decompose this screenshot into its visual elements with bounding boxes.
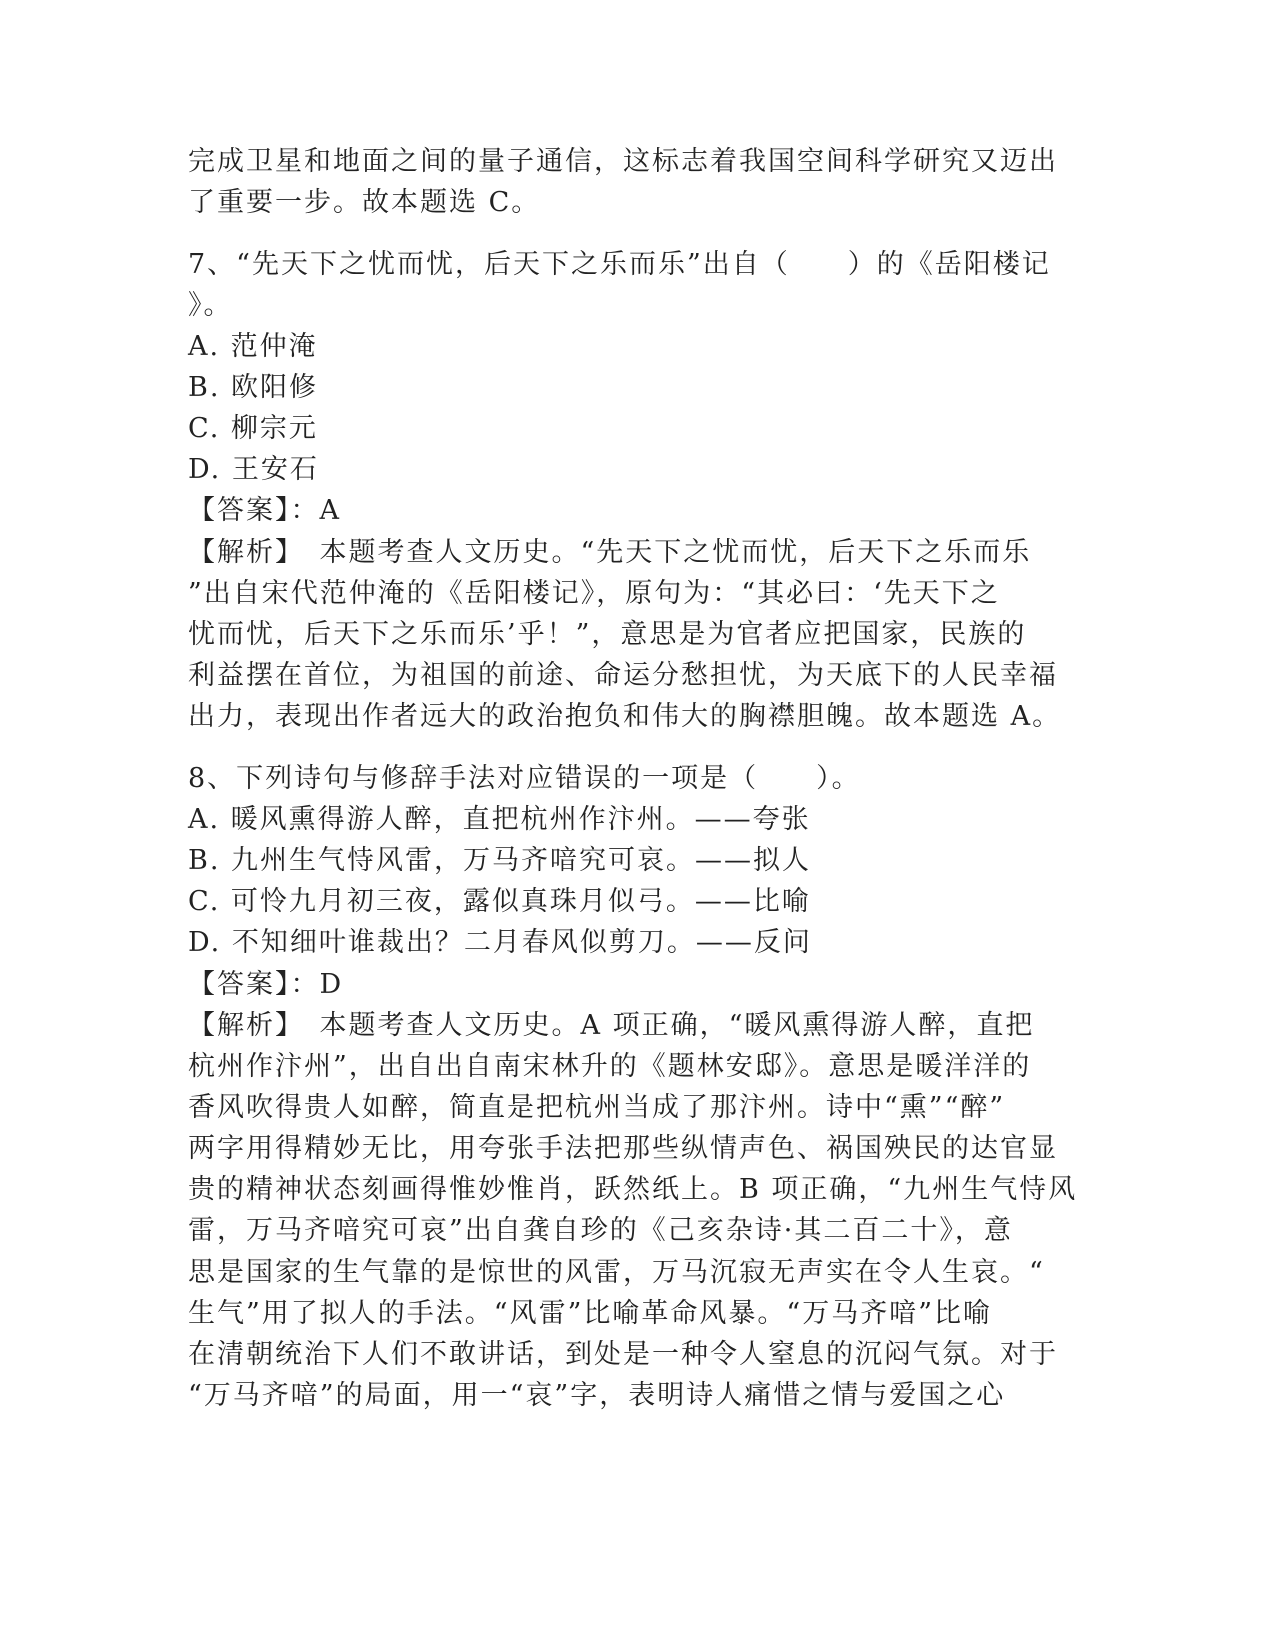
analysis-line: 利益摆在首位，为祖国的前途、命运分愁担忧，为天底下的人民幸福 — [188, 660, 1058, 691]
question-8-stem: 8、下列诗句与修辞手法对应错误的一项是（ ）。 — [188, 763, 861, 794]
analysis-line: 忧而忧，后天下之乐而乐’乎！”，意思是为官者应把国家，民族的 — [188, 619, 1027, 650]
option-b: B. 九州生气恃风雷，万马齐喑究可哀。——拟人 — [188, 845, 812, 876]
option-c: C. 可怜九月初三夜，露似真珠月似弓。——比喻 — [188, 886, 811, 917]
question-7-stem: 7、“先天下之忧而忧，后天下之乐而乐”出自（ ）的《岳阳楼记 — [188, 249, 1051, 280]
analysis-line: 【解析】 本题考查人文历史。“先天下之忧而忧，后天下之乐而乐 — [188, 537, 1032, 568]
analysis-line: 思是国家的生气靠的是惊世的风雷，万马沉寂无声实在令人生哀。“ — [188, 1257, 1045, 1288]
analysis-line: 出力，表现出作者远大的政治抱负和伟大的胸襟胆魄。故本题选 A。 — [188, 701, 1062, 732]
analysis-line: 在清朝统治下人们不敢讲话，到处是一种令人窒息的沉闷气氛。对于 — [188, 1339, 1058, 1370]
option-d: D. 不知细叶谁裁出？二月春风似剪刀。——反问 — [188, 927, 812, 958]
option-c: C. 柳宗元 — [188, 413, 318, 444]
text-line: 完成卫星和地面之间的量子通信，这标志着我国空间科学研究又迈出 — [188, 146, 1058, 177]
analysis-line: 【解析】 本题考查人文历史。A 项正确，“暖风熏得游人醉，直把 — [188, 1010, 1035, 1041]
analysis-line: 两字用得精妙无比，用夸张手法把那些纵情声色、祸国殃民的达官显 — [188, 1133, 1058, 1164]
question-7-stem: 》。 — [188, 290, 233, 321]
analysis-line: 雷，万马齐喑究可哀”出自龚自珍的《己亥杂诗·其二百二十》，意 — [188, 1215, 1013, 1246]
analysis-line: “万马齐喑”的局面，用一“哀”字，表明诗人痛惜之情与爱国之心 — [188, 1380, 1006, 1411]
answer-line: 【答案】：D — [188, 969, 344, 1000]
option-a: A. 范仲淹 — [188, 331, 318, 362]
text-line: 了重要一步。故本题选 C。 — [188, 187, 541, 218]
option-d: D. 王安石 — [188, 454, 319, 485]
answer-line: 【答案】：A — [188, 495, 341, 526]
analysis-line: 杭州作汴州”，出自出自南宋林升的《题林安邸》。意思是暖洋洋的 — [188, 1051, 1032, 1082]
analysis-line: 香风吹得贵人如醉，简直是把杭州当成了那汴州。诗中“熏”“醉” — [188, 1092, 1006, 1123]
analysis-line: 贵的精神状态刻画得惟妙惟肖，跃然纸上。B 项正确，“九州生气恃风 — [188, 1174, 1078, 1205]
analysis-line: 生气”用了拟人的手法。“风雷”比喻革命风暴。“万马齐喑”比喻 — [188, 1298, 993, 1329]
option-b: B. 欧阳修 — [188, 372, 319, 403]
analysis-line: ”出自宋代范仲淹的《岳阳楼记》，原句为：“其必曰：‘先天下之 — [188, 578, 1000, 609]
option-a: A. 暖风熏得游人醉，直把杭州作汴州。——夸张 — [188, 804, 811, 835]
